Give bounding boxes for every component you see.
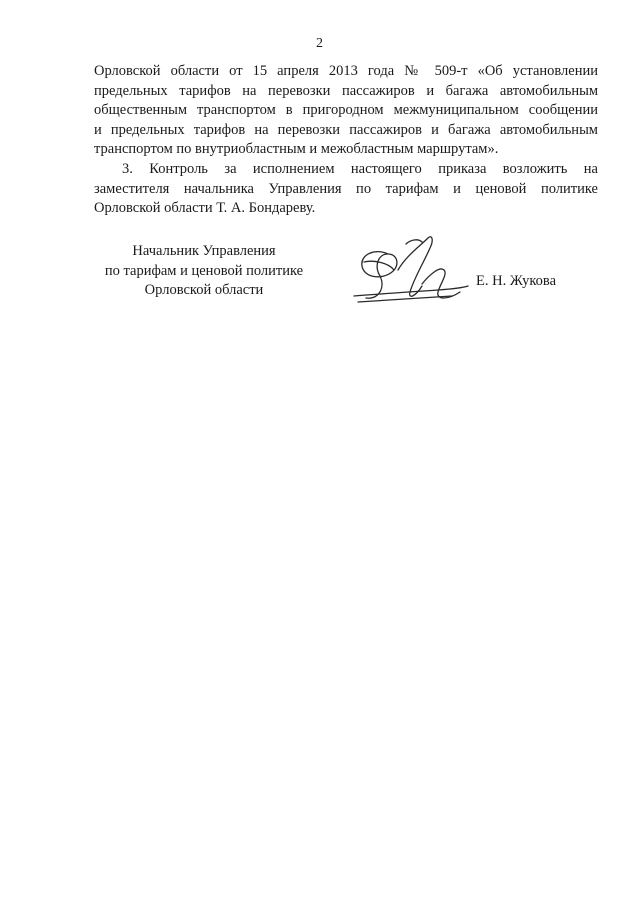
- body-line: транспортом по внутриобластным и межобластным маршрутам».: [94, 141, 499, 158]
- signatory-line: по тарифам и ценовой политике: [104, 262, 304, 279]
- handwritten-signature: [348, 226, 476, 310]
- signatory-title: [86, 242, 322, 301]
- body-line: и предельных тарифов на перевозки пассажиров и багажа автомобильным: [94, 121, 598, 138]
- body-line: Орловской области Т. А. Бондареву.: [94, 200, 316, 217]
- signer-name: Е. Н. Жукова: [476, 273, 557, 289]
- body-line: общественным транспортом в пригородном межмуниципальном сообщении: [94, 102, 598, 119]
- body-line: Орловской области от 15 апреля 2013 года № 509-т «Об установлении: [94, 63, 598, 79]
- body-line: 3. Контроль за исполнением настоящего приказа возложить на: [122, 160, 598, 177]
- signatory-line: Начальник Управления: [132, 243, 276, 259]
- signatory-line: Орловской области: [144, 282, 264, 299]
- document-body: [94, 62, 598, 219]
- body-line: предельных тарифов на перевозки пассажиров и багажа автомобильным: [94, 82, 598, 99]
- page-number: 2: [316, 36, 323, 51]
- body-line: заместителя начальника Управления по тарифам и ценовой политике: [94, 180, 598, 197]
